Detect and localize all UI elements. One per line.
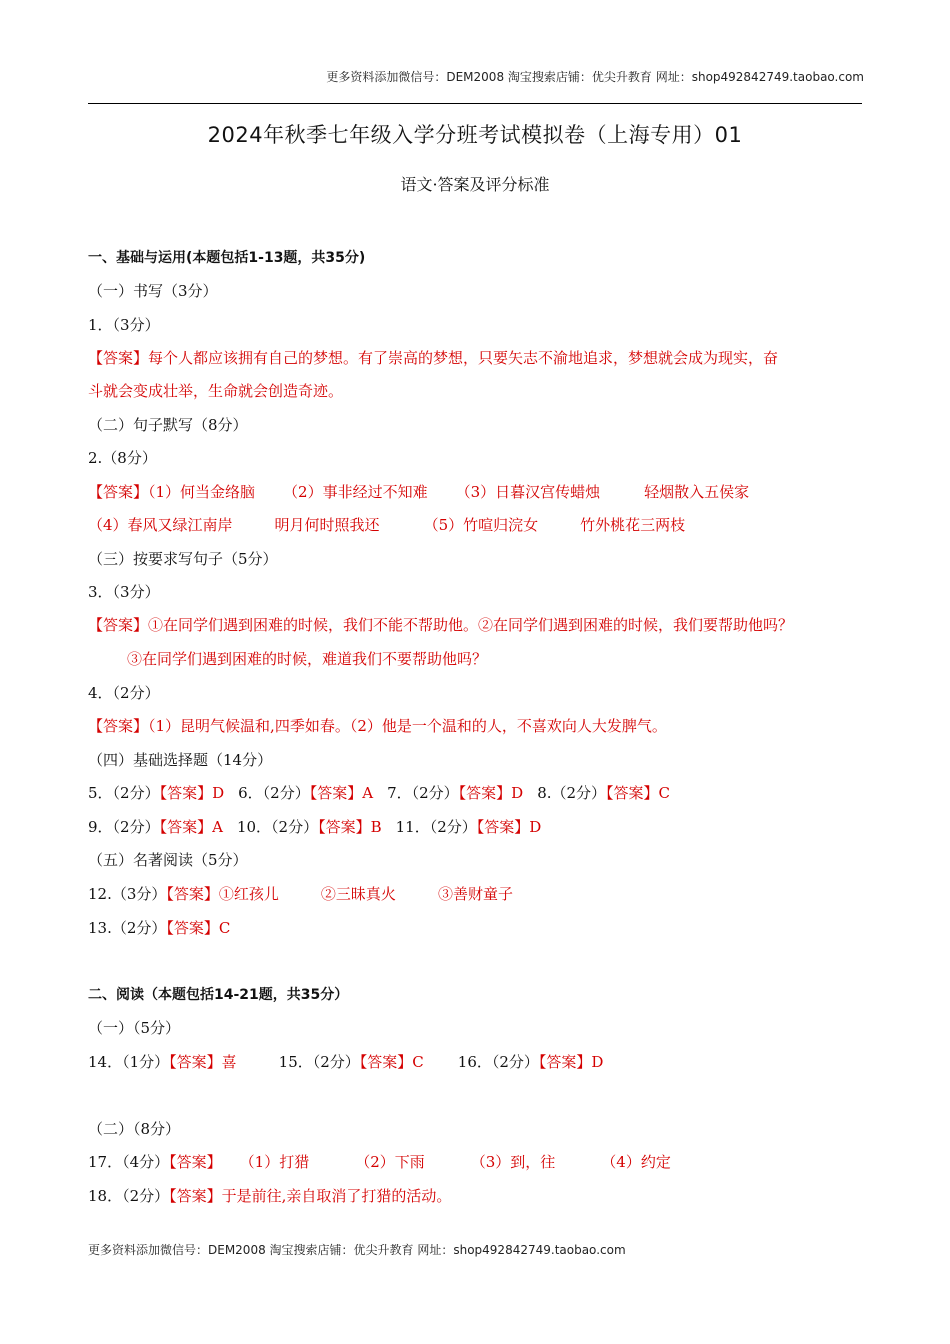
subsection-heading: （二）（8分） xyxy=(88,1120,181,1138)
question-number: 12.（3分） xyxy=(88,885,167,903)
answer-item: （2）下雨 xyxy=(355,1153,425,1171)
answer-item: 明月何时照我还 xyxy=(274,516,380,534)
answer-item: 【答案】于是前往,亲自取消了打猎的活动。 xyxy=(169,1187,452,1205)
answer-text: ③在同学们遇到困难的时候，难道我们不要帮助他吗？ xyxy=(127,650,488,668)
answer-item: 【答案】①红孩儿 xyxy=(166,885,279,903)
answer-item: 【答案】A xyxy=(309,784,374,802)
answer-item: 【答案】D xyxy=(538,1053,604,1071)
question-number: 7．（2分） xyxy=(387,784,459,802)
answer-item: 【答案】D xyxy=(458,784,524,802)
subsection-heading: （一）（5分） xyxy=(88,1019,181,1037)
subsection-heading: （二）句子默写（8分） xyxy=(88,416,248,434)
choice-row xyxy=(88,1052,603,1072)
answer-item: 【答案】C xyxy=(606,784,671,802)
answer-item: 【答案】（1）何当金络脑 xyxy=(88,483,256,501)
answer-text: 斗就会变成壮举，生命就会创造奇迹。 xyxy=(88,382,344,400)
answer-line xyxy=(88,515,685,535)
subsection-heading: （五）名著阅读（5分） xyxy=(88,851,248,869)
answer-item: （4）春风又绿江南岸 xyxy=(88,516,233,534)
section-heading: 一、基础与运用(本题包括1-13题，共35分) xyxy=(88,250,366,266)
question-number: 17．（4分） xyxy=(88,1153,170,1171)
question-number: 2.（8分） xyxy=(88,449,157,467)
subsection-heading: （四）基础选择题（14分） xyxy=(88,751,273,769)
answer-line xyxy=(88,1186,451,1206)
question-number: 1．（3分） xyxy=(88,316,160,334)
question-number: 18．（2分） xyxy=(88,1187,170,1205)
answer-item: 【答案】 xyxy=(169,1153,222,1171)
question-number: 15．（2分） xyxy=(278,1053,360,1071)
subsection-heading: （三）按要求写句子（5分） xyxy=(88,550,278,568)
answer-line xyxy=(88,482,749,502)
answer-item: 【答案】喜 xyxy=(169,1053,237,1071)
answer-item: ③善财童子 xyxy=(437,885,513,903)
answer-item: ②三昧真火 xyxy=(320,885,396,903)
document-title: 2024年秋季七年级入学分班考试模拟卷（上海专用）01 xyxy=(207,123,743,147)
question-number: 10．（2分） xyxy=(236,818,319,836)
answer-text: 【答案】每个人都应该拥有自己的梦想。有了崇高的梦想，只要矢志不渝地追求，梦想就会成为现实，奋 xyxy=(88,349,779,367)
answer-text: 【答案】（1）昆明气候温和,四季如春。（2）他是一个温和的人，不喜欢向人大发脾气。 xyxy=(88,717,667,735)
answer-item: 轻烟散入五侯家 xyxy=(644,483,750,501)
page-header: 更多资料添加微信号：DEM2008 淘宝搜索店铺：优尖升教育 网址：shop492842749.taobao.com xyxy=(326,70,864,84)
header-rule xyxy=(88,103,862,104)
answer-item: 竹外桃花三两枝 xyxy=(580,516,686,534)
choice-row xyxy=(88,817,541,837)
answer-line xyxy=(88,918,230,938)
choice-row xyxy=(88,783,670,803)
question-number: 9．（2分） xyxy=(88,818,160,836)
answer-item: 【答案】B xyxy=(318,818,382,836)
question-number: 14．（1分） xyxy=(88,1053,170,1071)
question-number: 8.（2分） xyxy=(537,784,607,802)
document-subtitle: 语文·答案及评分标准 xyxy=(400,175,550,194)
answer-line xyxy=(88,1152,671,1172)
page-footer: 更多资料添加微信号：DEM2008 淘宝搜索店铺：优尖升教育 网址：shop492842749.taobao.com xyxy=(88,1243,626,1257)
answer-item: 【答案】D xyxy=(476,818,542,836)
answer-item: （3）日暮汉宫传蜡烛 xyxy=(455,483,601,501)
answer-item: （4）约定 xyxy=(601,1153,671,1171)
answer-text: 【答案】①在同学们遇到困难的时候，我们不能不帮助他。②在同学们遇到困难的时候，我们要帮助他吗？ xyxy=(88,616,794,634)
question-number: 6．（2分） xyxy=(238,784,310,802)
subsection-heading: （一）书写（3分） xyxy=(88,282,218,300)
section-heading: 二、阅读（本题包括14-21题，共35分） xyxy=(88,987,349,1003)
answer-item: （2）事非经过不知难 xyxy=(283,483,428,501)
answer-item: （1）打猎 xyxy=(239,1153,310,1171)
answer-item: （3）到，往 xyxy=(470,1153,556,1171)
question-number: 11．（2分） xyxy=(395,818,477,836)
answer-item: 【答案】C xyxy=(359,1053,424,1071)
answer-item: 【答案】D xyxy=(159,784,225,802)
answer-item: 【答案】C xyxy=(166,919,231,937)
answer-item: （5）竹喧归浣女 xyxy=(423,516,539,534)
question-number: 4．（2分） xyxy=(88,684,160,702)
answer-line xyxy=(88,884,513,904)
answer-item: 【答案】A xyxy=(159,818,223,836)
question-number: 13.（2分） xyxy=(88,919,167,937)
question-number: 5．（2分） xyxy=(88,784,160,802)
question-number: 3．（3分） xyxy=(88,583,160,601)
question-number: 16．（2分） xyxy=(457,1053,539,1071)
